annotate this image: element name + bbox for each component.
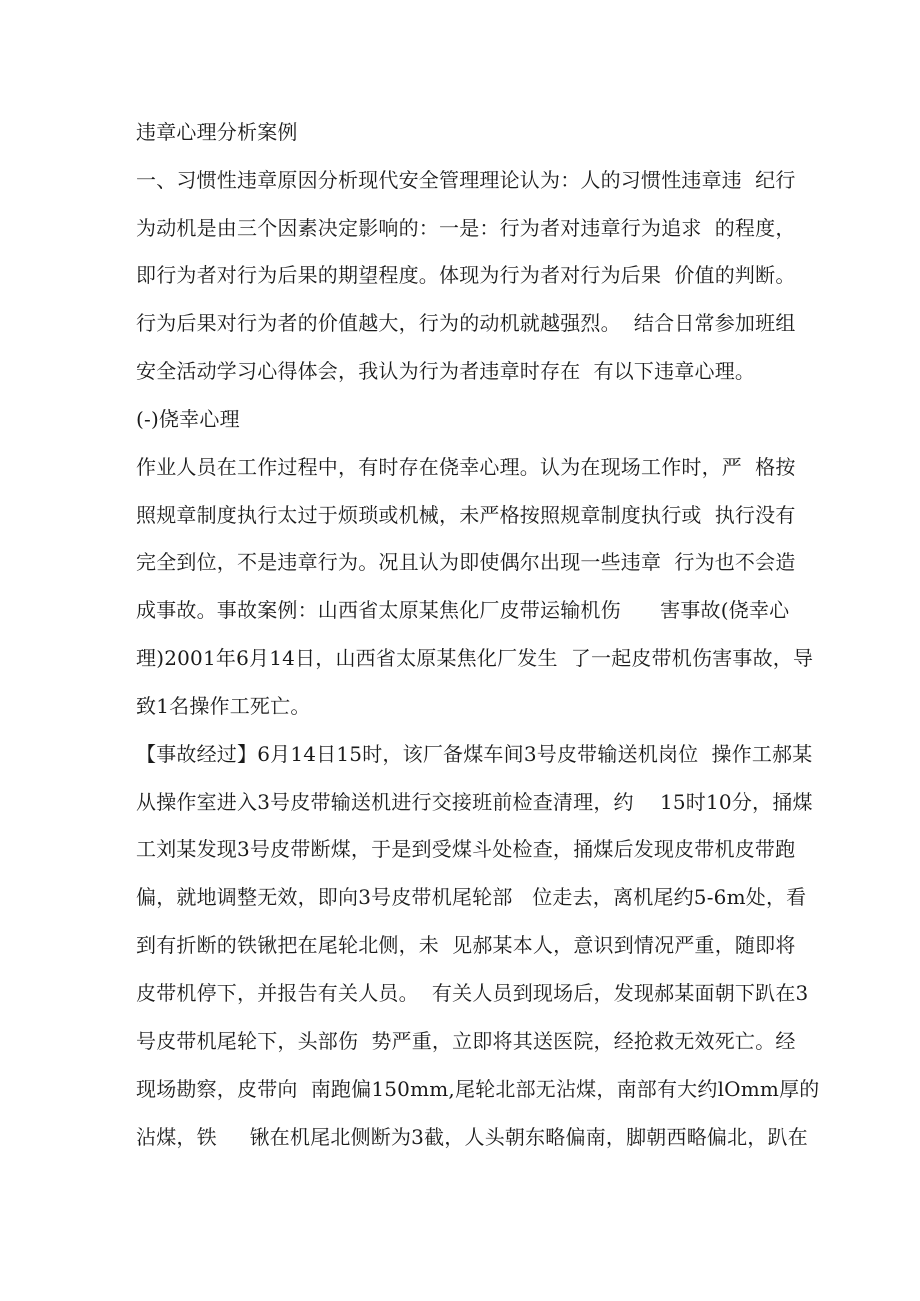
- paragraph-line: 【事故经过】6月14日15时，该厂备煤车间3号皮带输送机岗位 操作工郝某: [136, 742, 813, 766]
- section-heading: (-)侥幸心理: [136, 407, 240, 431]
- paragraph-line: 到有折断的铁锹把在尾轮北侧，未 见郝某本人，意识到情况严重，随即将: [136, 933, 796, 957]
- paragraph-line: 一、习惯性违章原因分析现代安全管理理论认为：人的习惯性违章违 纪行: [136, 168, 796, 192]
- paragraph-line: 皮带机停下，并报告有关人员。 有关人员到现场后，发现郝某面朝下趴在3: [136, 981, 809, 1005]
- paragraph-line: 现场勘察，皮带向 南跑偏150mm,尾轮北部无沾煤，南部有大约lOmm厚的: [136, 1077, 820, 1101]
- paragraph-line: 理)2001年6月14日，山西省太原某焦化厂发生 了一起皮带机伤害事故，导: [136, 646, 814, 670]
- paragraph-line: 沾煤，铁 锹在机尾北侧断为3截，人头朝东略偏南，脚朝西略偏北，趴在: [136, 1125, 808, 1149]
- paragraph-line: 号皮带机尾轮下，头部伤 势严重，立即将其送医院，经抢救无效死亡。经: [136, 1029, 796, 1053]
- paragraph-line: 完全到位，不是违章行为。况且认为即使偶尔出现一些违章 行为也不会造: [136, 550, 796, 574]
- paragraph-line: 从操作室进入3号皮带输送机进行交接班前检查清理，约 15时10分，捅煤: [136, 790, 813, 814]
- paragraph-line: 成事故。事故案例：山西省太原某焦化厂皮带运输机伤 害事故(侥幸心: [136, 598, 790, 622]
- paragraph-line: 作业人员在工作过程中，有时存在侥幸心理。认为在现场工作时，严 格按: [136, 455, 796, 479]
- paragraph-line: 照规章制度执行太过于烦琐或机械，未严格按照规章制度执行或 执行没有: [136, 503, 796, 527]
- paragraph-line: 行为后果对行为者的价值越大，行为的动机就越强烈。 结合日常参加班组: [136, 311, 796, 335]
- document-title: 违章心理分析案例: [136, 120, 298, 144]
- paragraph-line: 即行为者对行为后果的期望程度。体现为行为者对行为后果 价值的判断。: [136, 263, 796, 287]
- paragraph-line: 偏，就地调整无效，即向3号皮带机尾轮部 位走去，离机尾约5-6m处，看: [136, 885, 807, 909]
- paragraph-line: 为动机是由三个因素决定影响的：一是：行为者对违章行为追求 的程度，: [136, 216, 796, 240]
- paragraph-line: 致1名操作工死亡。: [136, 694, 311, 718]
- paragraph-line: 安全活动学习心得体会，我认为行为者违章时存在 有以下违章心理。: [136, 359, 756, 383]
- paragraph-line: 工刘某发现3号皮带断煤，于是到受煤斗处检查，捅煤后发现皮带机皮带跑: [136, 837, 796, 861]
